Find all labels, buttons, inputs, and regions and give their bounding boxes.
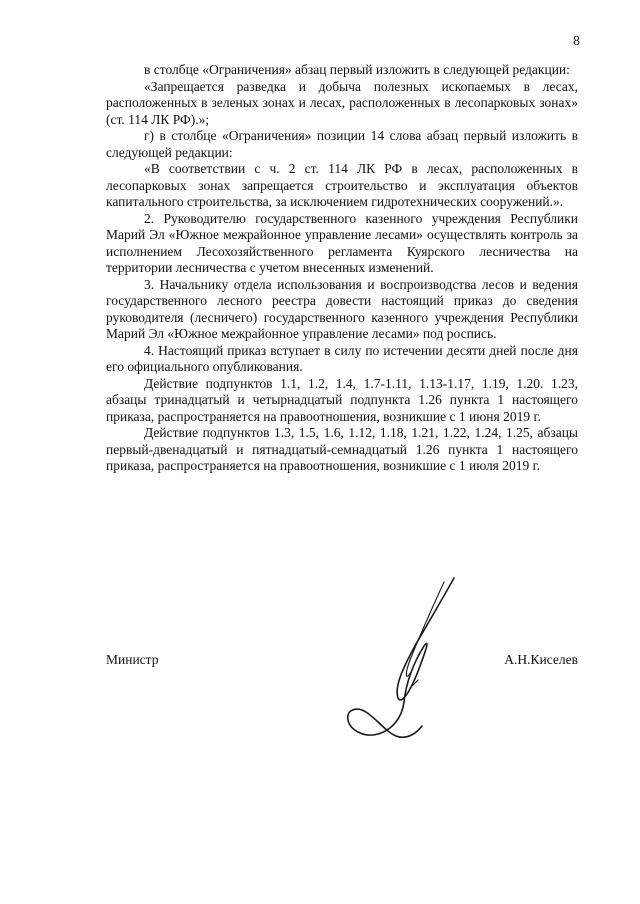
paragraph-column-restrictions-intro: в столбце «Ограничения» абзац первый изложить в следующей редакции: [144,62,570,77]
signer-position: Министр [106,652,159,667]
paragraph-item-g: г) в столбце «Ограничения» позиции 14 слова абзац первый изложить в следующей редакции: [106,128,578,160]
paragraph-clause-2: 2. Руководителю государственного казенного учреждения Республики Марий Эл «Южное межрайонное управление лесами» осуществлять контроль за исполнением Лесохозяйственного регламента Куярского лесничества на территории лесничества с учетом внесенных изменений. [106,210,578,275]
document-body [106,62,578,475]
paragraph-quote-construction-ban: «В соответствии с ч. 2 ст. 114 ЛК РФ в лесах, расположенных в лесопарковых зонах запрещается строительство и эксплуатация объектов капитального строительства, за исключением гидротехнических сооружений.». [106,161,578,209]
paragraph-effective-june: Действие подпунктов 1.1, 1.2, 1.4, 1.7-1.11, 1.13-1.17, 1.19, 1.20. 1.23, абзацы тринадцатый и четырнадцатый подпункта 1.26 пункта 1 настоящего приказа, распространяется на правоотношения, возникшие с 1 июня 2019 г. [106,375,578,424]
paragraph-clause-3: 3. Начальнику отдела использования и воспроизводства лесов и ведения государственного лесного реестра довести настоящий приказ до сведения руководителя (лесничего) государственного казенного учреждения Республики Марий Эл «Южное межрайонное управление лесами» под роспись. [106,276,578,341]
page-number: 8 [573,34,580,49]
paragraph-effective-july: Действие подпунктов 1.3, 1.5, 1.6, 1.12, 1.18, 1.21, 1.22, 1.24, 1.25, абзацы первый-двенадцатый и пятнадцатый-семнадцатый 1.26 пункта 1 настоящего приказа, распространяется на правоотношения, возникшие с 1 июля 2019 г. [106,425,578,473]
signer-name: А.Н.Киселев [504,652,578,667]
handwritten-signature [326,570,496,750]
paragraph-quote-mining-ban: «Запрещается разведка и добыча полезных ископаемых в лесах, расположенных в зеленых зонах и лесах, расположенных в лесопарковых зонах» (ст. 114 ЛК РФ).»; [106,78,578,127]
paragraph-clause-4: 4. Настоящий приказ вступает в силу по истечении десяти дней после дня его официального опубликования. [106,342,578,374]
